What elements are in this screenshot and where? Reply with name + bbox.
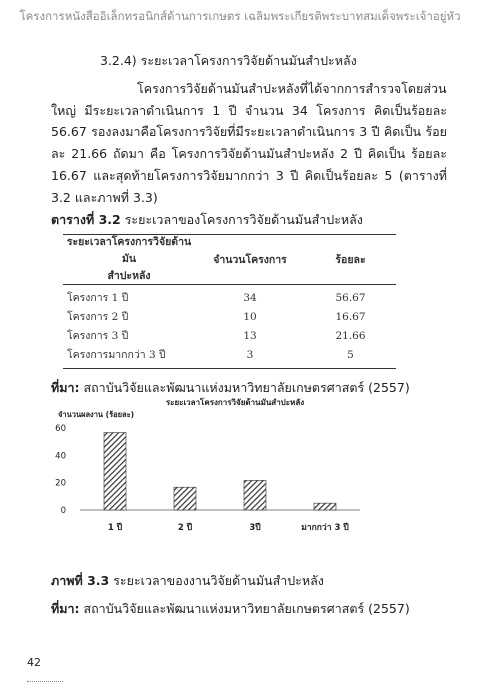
y-tick-label: 40 bbox=[55, 451, 66, 462]
chart-y-axis-label: จำนวนผลงาน (ร้อยละ) bbox=[58, 410, 135, 419]
cell-percent: 21.66 bbox=[335, 329, 366, 342]
figure-source bbox=[51, 599, 410, 619]
figure-caption bbox=[51, 571, 324, 591]
cell-count: 13 bbox=[243, 329, 257, 342]
table-row bbox=[63, 307, 396, 326]
table-caption-text: ระยะเวลาของโครงการวิจัยด้านมันสำปะหลัง bbox=[120, 212, 363, 227]
cell-percent: 5 bbox=[347, 348, 354, 361]
bar bbox=[104, 433, 126, 510]
cell-count: 10 bbox=[243, 310, 257, 323]
y-tick-label: 60 bbox=[55, 424, 66, 434]
figure-source-label: ที่มา: bbox=[51, 601, 80, 616]
paragraph-line: ร้อยละ 16.67 และสุดท้ายโครงการวิจัยมากกว่า 3 ปี คิดเป็นร้อยละ 5 bbox=[51, 146, 447, 183]
table-row bbox=[63, 345, 396, 364]
header-period: ระยะเวลาโครงการวิจัยด้านมัน สำปะหลัง bbox=[66, 236, 192, 282]
cell-count: 34 bbox=[243, 291, 257, 304]
chart-title: ระยะเวลาโครงการวิจัยด้านมันสำปะหลัง bbox=[165, 398, 305, 407]
header-count: จำนวนโครงการ bbox=[213, 254, 287, 266]
table-caption bbox=[51, 210, 363, 230]
running-header: โครงการหนังสืออิเล็กทรอนิกส์ด้านการเกษตร เฉลิมพระเกียรติพระบาทสมเด็จพระเจ้าอยู่หัว bbox=[19, 9, 461, 23]
page-number: 42 bbox=[27, 656, 41, 669]
body-paragraph bbox=[51, 78, 447, 208]
table-source-text: สถาบันวิจัยและพัฒนาแห่งมหาวิทยาลัยเกษตรศาสตร์ (2557) bbox=[79, 380, 410, 395]
cell-count: 3 bbox=[246, 348, 254, 361]
table-caption-label: ตารางที่ 3.2 bbox=[51, 212, 121, 227]
cell-period: โครงการ 2 ปี bbox=[67, 311, 129, 323]
cell-period: โครงการมากกว่า 3 ปี bbox=[67, 349, 166, 361]
paragraph-line: ร้อยละ 21.66 ถัดมา คือ โครงการวิจัยด้านมันสำปะหลัง 2 ปี คิดเป็น bbox=[51, 124, 447, 162]
data-table bbox=[63, 234, 396, 369]
bar bbox=[244, 480, 266, 510]
y-tick-label: 0 bbox=[60, 506, 66, 516]
paragraph-line: 56.67 รองลงมาคือโครงการวิจัยที่มีระยะเวลาดำเนินการ 3 ปี คิดเป็น bbox=[51, 124, 422, 140]
table-header-row bbox=[63, 235, 396, 285]
bar-chart bbox=[50, 393, 380, 543]
figure-caption-text: ระยะเวลาของงานวิจัยด้านมันสำปะหลัง bbox=[109, 573, 324, 588]
cell-percent: 56.67 bbox=[335, 291, 366, 304]
x-category-label: มากกว่า 3 ปี bbox=[301, 523, 349, 533]
cell-period: โครงการ 1 ปี bbox=[67, 292, 129, 304]
header-percent: ร้อยละ bbox=[335, 254, 366, 266]
table-row bbox=[63, 288, 396, 307]
bar bbox=[174, 487, 196, 510]
table-source-label: ที่มา: bbox=[51, 380, 80, 395]
table-row bbox=[63, 326, 396, 345]
paragraph-line: (ตารางที่ 3.2 และภาพที่ 3.3) bbox=[51, 167, 447, 205]
paragraph-line: ใหญ่ มีระยะเวลาดำเนินการ 1 ปี จำนวน 34 โครงการ คิดเป็นร้อยละ bbox=[51, 102, 447, 118]
cell-period: โครงการ 3 ปี bbox=[67, 330, 129, 342]
x-category-label: 1 ปี bbox=[107, 523, 123, 533]
section-heading: 3.2.4) ระยะเวลาโครงการวิจัยด้านมันสำปะหลัง bbox=[100, 53, 357, 68]
figure-source-text: สถาบันวิจัยและพัฒนาแห่งมหาวิทยาลัยเกษตรศาสตร์ (2557) bbox=[79, 601, 410, 616]
x-category-label: 2 ปี bbox=[177, 523, 193, 533]
figure-caption-label: ภาพที่ 3.3 bbox=[51, 573, 110, 588]
x-category-label: 3ปี bbox=[249, 523, 261, 533]
paragraph-line: โครงการวิจัยด้านมันสำปะหลังที่ได้จากการสำรวจโดยส่วน bbox=[137, 81, 447, 96]
cell-percent: 16.67 bbox=[335, 310, 366, 323]
y-tick-label: 20 bbox=[55, 478, 66, 489]
footer-dotted-rule bbox=[27, 681, 63, 682]
bar bbox=[314, 503, 336, 510]
